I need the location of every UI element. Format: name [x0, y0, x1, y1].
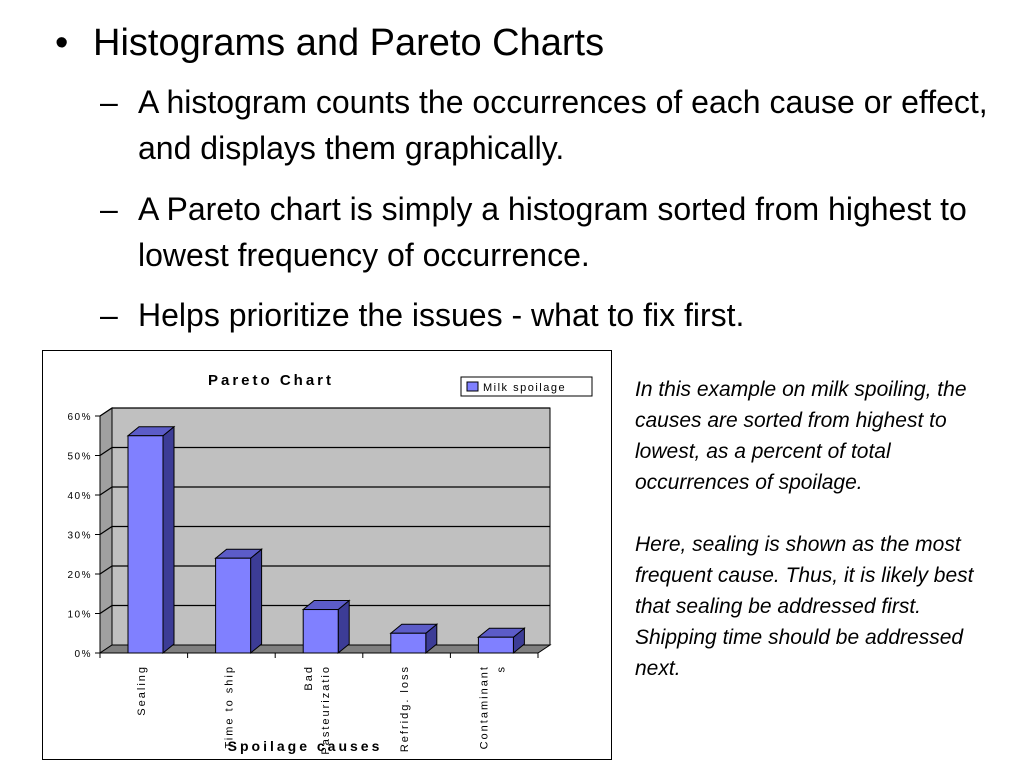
point-text: A histogram counts the occurrences of each cause or effect, and displays them graphically.: [138, 84, 988, 166]
bar-side: [251, 549, 262, 653]
point-text: Helps prioritize the issues - what to fix first.: [138, 297, 745, 333]
heading-bullet: •: [55, 22, 69, 64]
y-tick-label: 0%: [74, 649, 92, 660]
point-pareto: [100, 186, 1000, 278]
bar: [216, 558, 251, 653]
x-category-label-line: Bad: [303, 665, 316, 691]
y-tick-label: 20%: [67, 570, 92, 581]
bar: [391, 633, 426, 653]
point-dash: –: [100, 191, 118, 227]
point-histogram: [100, 79, 1000, 171]
chart-canvas: [43, 351, 613, 761]
x-category-label: [478, 665, 507, 749]
explanation-note: [635, 374, 1005, 684]
legend-swatch: [467, 382, 478, 391]
point-text: A Pareto chart is simply a histogram sorted from highest to lowest frequency of occurrence.: [138, 191, 967, 273]
bar: [478, 637, 513, 653]
x-axis-title: Spoilage causes: [227, 738, 383, 754]
x-category-label-line: Refridg. loss: [398, 665, 411, 753]
x-category-label-line: s: [495, 665, 508, 673]
y-tick-label: 30%: [67, 530, 92, 542]
x-category-label: [136, 665, 148, 716]
bar: [303, 610, 338, 653]
bar: [128, 436, 163, 653]
x-category-label-line: Time to ship: [223, 665, 236, 749]
pareto-chart: [42, 350, 612, 760]
x-category-label: [224, 665, 236, 749]
note-paragraph-1: In this example on milk spoiling, the causes are sorted from highest to lowest, as a percent of total occurrences of spoilage.: [635, 378, 967, 494]
bar-side: [163, 427, 174, 653]
y-tick-label: 40%: [67, 491, 92, 502]
point-dash: –: [100, 297, 118, 333]
y-tick-label: 60%: [67, 412, 92, 423]
legend-label: Milk spoilage: [483, 382, 567, 394]
heading-text: Histograms and Pareto Charts: [93, 22, 605, 64]
point-prioritize: [100, 292, 1000, 338]
y-tick-label: 10%: [67, 609, 92, 621]
x-category-label: [399, 665, 411, 752]
x-category-label-line: Contaminant: [478, 665, 491, 750]
x-category-label-line: Pasteurizatio: [320, 665, 333, 755]
y-tick-label: 50%: [67, 451, 92, 463]
chart-title: Pareto Chart: [207, 372, 335, 389]
note-paragraph-2: Here, sealing is shown as the most frequent cause. Thus, it is likely best that sealing be addressed first. Shipping time should be addressed next.: [635, 533, 974, 680]
point-dash: –: [100, 84, 118, 120]
x-category-label-line: Sealing: [136, 665, 148, 716]
